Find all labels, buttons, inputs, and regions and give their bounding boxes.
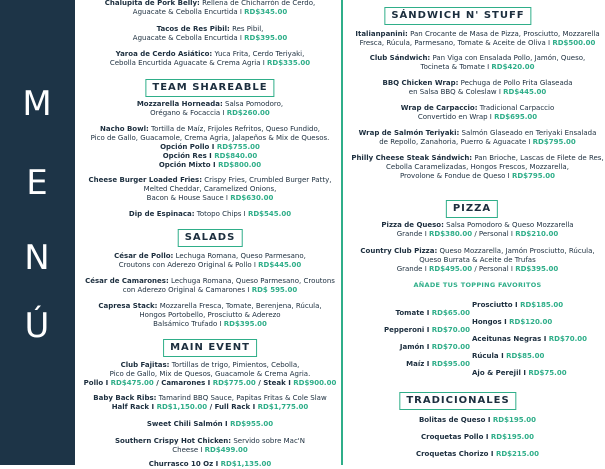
section-heading-pizza: PIZZA bbox=[446, 200, 498, 218]
menu-item: Capresa Stack: Mozzarella Fresca, Tomate, Berenjena, Rúcula, Hongos Portobello, Prosciutto & Aderezo Balsámico Trufado I RD$395.00 bbox=[98, 302, 322, 328]
menu-item: Tacos de Res Pibil: Res Pibil, Aguacate & Cebolla Encurtida I RD$395.00 bbox=[132, 25, 288, 42]
menu-item: Southern Crispy Hot Chicken: Servido sobre Mac'N Cheese I RD$499.00 bbox=[115, 437, 305, 454]
topping-item: Rúcula I RD$85.00 bbox=[472, 352, 545, 360]
menu-sidebar bbox=[0, 0, 75, 465]
menu-item: Chalupita de Pork Belly: Rellena de Chicharrón de Cerdo, Aguacate & Cebolla Encurtida I RD$345.00 bbox=[104, 0, 316, 16]
sidebar-letter-n: N bbox=[24, 238, 51, 278]
menu-item: Wrap de Salmón Teriyaki: Salmón Glaseado en Teriyaki Ensalada de Repollo, Zanahoria, Puerro & Aguacate I RD$795.00 bbox=[358, 129, 597, 146]
topping-item: Aceitunas Negras I RD$70.00 bbox=[472, 335, 588, 343]
menu-item: Croquetas Chorizo I RD$215.00 bbox=[415, 450, 540, 458]
menu-item: Nacho Bowl: Tortilla de Maíz, Frijoles Refritos, Queso Fundido, Pico de Gallo, Guacamole, Crema Agria, Jalapeños & Mix de Quesos. Opción Pollo I RD$755.00 Opción Res I RD$840.00 Opción Mixto I RD$800.00 bbox=[90, 125, 330, 169]
menu-item: Mozzarella Horneada: Salsa Pomodoro, Orégano & Focaccia I RD$260.00 bbox=[136, 100, 284, 117]
menu-item: Churrasco 10 Oz I RD$1,135.00 bbox=[148, 460, 272, 468]
menu-item: BBQ Chicken Wrap: Pechuga de Pollo Frita Glaseada en Salsa BBQ & Coleslaw I RD$445.00 bbox=[382, 79, 573, 96]
menu-item: Yaroa de Cerdo Asiático: Yuca Frita, Cerdo Teriyaki, Cebolla Encurtida Aguacate & Crema Agria I RD$335.00 bbox=[109, 50, 311, 67]
menu-item: Country Club Pizza: Queso Mozzarella, Jamón Prosciutto, Rúcula, Queso Burrata & Aceite de Trufas Grande I RD$495.00 / Personal I RD$395.00 bbox=[360, 247, 595, 273]
section-heading-tradicionales: TRADICIONALES bbox=[399, 392, 516, 410]
menu-item: Bolitas de Queso I RD$195.00 bbox=[418, 416, 537, 424]
topping-item: Prosciutto I RD$185.00 bbox=[472, 301, 564, 309]
topping-item: Ajo & Perejil I RD$75.00 bbox=[472, 369, 567, 377]
menu-item: Sweet Chili Salmón I RD$955.00 bbox=[146, 420, 274, 428]
section-heading-main-event: MAIN EVENT bbox=[163, 339, 257, 357]
section-heading-sandwich: SÁNDWICH N' STUFF bbox=[384, 7, 531, 25]
menu-item: César de Camarones: Lechuga Romana, Queso Parmesano, Croutons con Aderezo Original & Camarones I RD$ 595.00 bbox=[85, 277, 335, 294]
sidebar-letter-m: M bbox=[22, 84, 53, 124]
topping-item: Maíz I RD$95.00 bbox=[406, 360, 470, 368]
menu-item: Dip de Espinaca: Totopo Chips I RD$545.00 bbox=[128, 210, 292, 218]
menu-item: Baby Back Ribs: Tamarind BBQ Sauce, Papitas Fritas & Cole Slaw Half Rack I RD$1,150.00 / Full Rack I RD$1,775.00 bbox=[93, 394, 327, 411]
menu-item: Wrap de Carpaccio: Tradicional Carpaccio Convertido en Wrap I RD$695.00 bbox=[400, 104, 555, 121]
column-divider bbox=[341, 0, 343, 465]
menu-item: Club Fajitas: Tortillas de trigo, Pimientos, Cebolla, Pico de Gallo, Mix de Quesos, Guacamole & Crema Agria. Pollo I RD$475.00 / Camarones I RD$775.00 / Steak I RD$900.00 bbox=[83, 361, 337, 387]
topping-item: Hongos I RD$120.00 bbox=[472, 318, 553, 326]
topping-item: Tomate I RD$65.00 bbox=[395, 309, 470, 317]
menu-item: Italianpanini: Pan Crocante de Masa de Pizza, Prosciutto, Mozzarella Fresca, Rúcula, Parmesano, Tomate & Aceite de Oliva I RD$500.00 bbox=[355, 30, 600, 47]
menu-item: César de Pollo: Lechuga Romana, Queso Parmesano, Croutons con Aderezo Original & Pollo I RD$445.00 bbox=[114, 252, 306, 269]
menu-item: Pizza de Queso: Salsa Pomodoro & Queso Mozzarella Grande I RD$380.00 / Personal I RD$210.00 bbox=[381, 221, 574, 238]
menu-item: Cheese Burger Loaded Fries: Crispy Fries, Crumbled Burger Patty, Melted Cheddar, Caramelized Onions, Bacon & House Sauce I RD$630.00 bbox=[88, 176, 332, 202]
menu-item: Club Sándwich: Pan Viga con Ensalada Pollo, Jamón, Queso, Tocineta & Tomate I RD$420.00 bbox=[369, 54, 586, 71]
sidebar-letter-e: E bbox=[26, 163, 49, 203]
menu-item: Croquetas Pollo I RD$195.00 bbox=[421, 433, 534, 441]
sidebar-letter-u: Ú bbox=[24, 306, 51, 346]
topping-item: Jamón I RD$70.00 bbox=[399, 343, 470, 351]
toppings-heading: AÑADE TUS TOPPING FAVORITOS bbox=[413, 281, 542, 289]
topping-item: Pepperoni I RD$70.00 bbox=[384, 326, 470, 334]
section-heading-team-shareable: TEAM SHAREABLE bbox=[145, 79, 274, 97]
section-heading-salads: SALADS bbox=[178, 229, 243, 247]
menu-item: Philly Cheese Steak Sándwich: Pan Brioche, Lascas de Filete de Res, Cebolla Caramelizadas, Hongos Frescos, Mozzarella, Provolone & Fondue de Queso I RD$795.00 bbox=[351, 154, 604, 180]
